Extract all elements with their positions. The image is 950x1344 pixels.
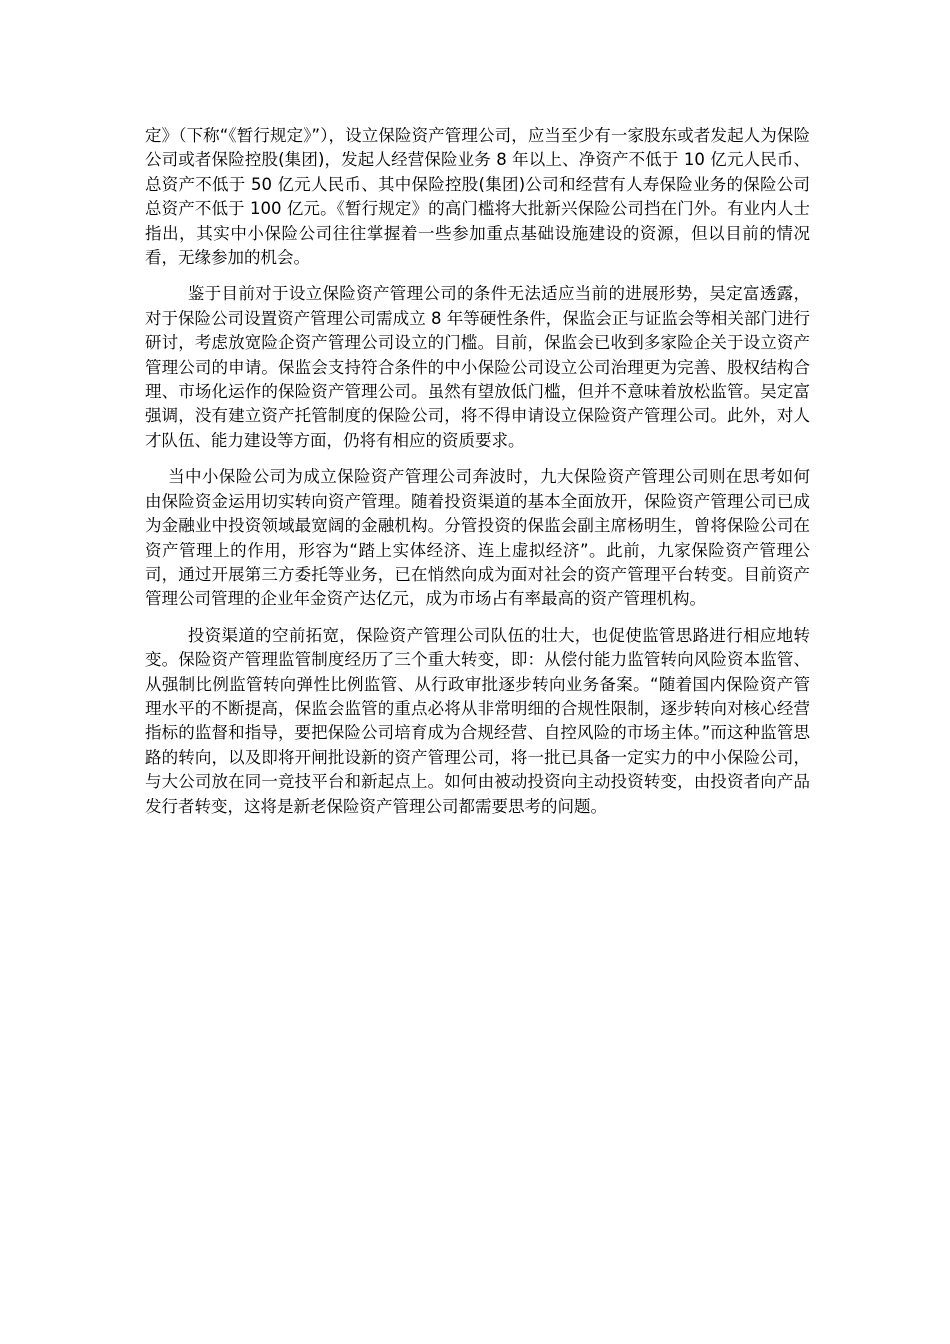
paragraph-3: 当中小保险公司为成立保险资产管理公司奔波时，九大保险资产管理公司则在思考如何由保险资金运用切实转向资产管理。随着投资渠道的基本全面放开，保险资产管理公司已成为金融业中投资领域最宽阔的金融机构。分管投资的保监会副主席杨明生，曾将保险公司在资产管理上的作用，形容为“踏上实体经济、连上虚拟经济”。此前，九家保险资产管理公司，通过开展第三方委托等业务，已在悄然向成为面对社会的资产管理平台转变。目前资产管理公司管理的企业年金资产达亿元，成为市场占有率最高的资产管理机构。 — [145, 467, 810, 609]
paragraph-4: 投资渠道的空前拓宽，保险资产管理公司队伍的壮大，也促使监管思路进行相应地转变。保险资产管理监管制度经历了三个重大转变，即：从偿付能力监管转向风险资本监管、从强制比例监管转向弹性比例监管、从行政审批逐步转向业务备案。“随着国内保险资产管理水平的不断提高，保监会监管的重点必将从非常明细的合规性限制，逐步转向对核心经营指标的监督和指导，要把保险公司培育成为合规经营、自控风险的市场主体。”而这种监管思路的转向，以及即将开闸批设新的资产管理公司，将一批已具备一定实力的中小保险公司，与大公司放在同一竞技平台和新起点上。如何由被动投资向主动投资转变，由投资者向产品发行者转变，这将是新老保险资产管理公司都需要思考的问题。 — [145, 625, 810, 816]
document-body — [145, 124, 810, 831]
paragraph-1: 定》（下称“《暂行规定》”），设立保险资产管理公司，应当至少有一家股东或者发起人为保险公司或者保险控股(集团)，发起人经营保险业务 8 年以上、净资产不低于 10 亿元人民币、总资产不低于 50 亿元人民币、其中保险控股(集团)公司和经营有人寿保险业务的保险公司总资产不低于 100 亿元。《暂行规定》的高门槛将大批新兴保险公司挡在门外。有业内人士指出，其实中小保险公司往往掌握着一些参加重点基础设施建设的资源，但以目前的情况看，无缘参加的机会。 — [145, 126, 810, 268]
paragraph-2: 鉴于目前对于设立保险资产管理公司的条件无法适应当前的进展形势，吴定富透露，对于保险公司设置资产管理公司需成立 8 年等硬性条件，保监会正与证监会等相关部门进行研讨，考虑放宽险企资产管理公司设立的门槛。目前，保监会已收到多家险企关于设立资产管理公司的申请。保监会支持符合条件的中小保险公司设立公司治理更为完善、股权结构合理、市场化运作的保险资产管理公司。虽然有望放低门槛，但并不意味着放松监管。吴定富强调，没有建立资产托管制度的保险公司，将不得申请设立保险资产管理公司。此外，对人才队伍、能力建设等方面，仍将有相应的资质要求。 — [145, 284, 810, 450]
